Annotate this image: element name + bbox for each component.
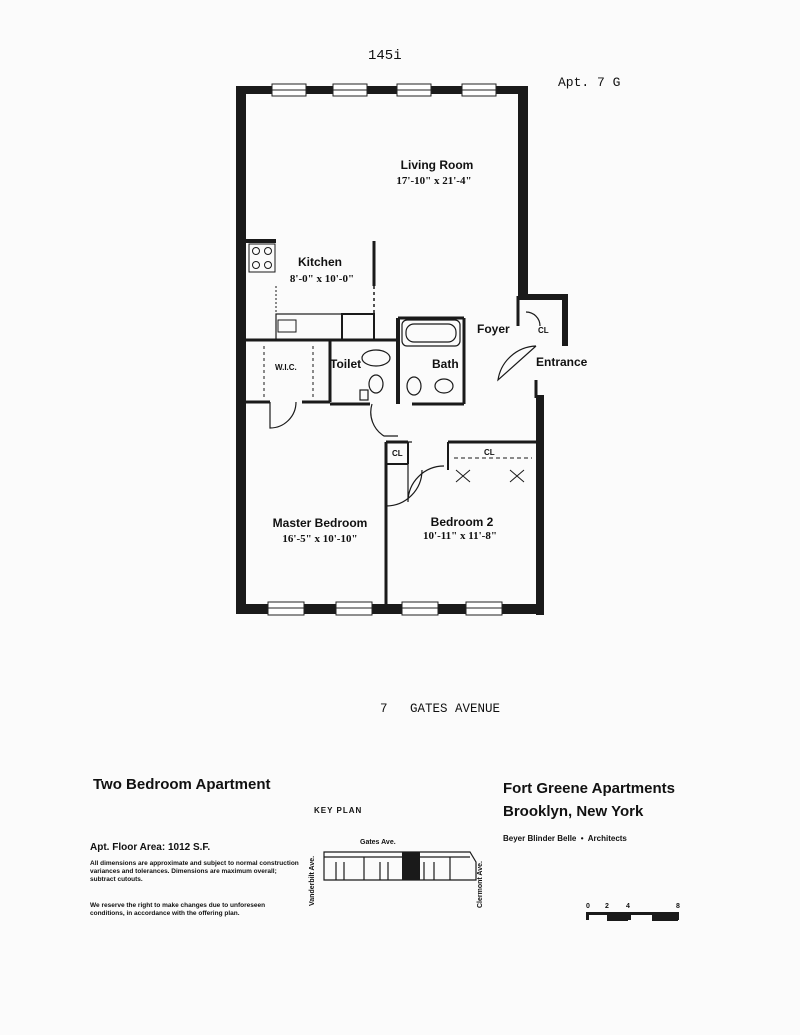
toilet-label: Toilet xyxy=(330,357,362,371)
foyer-closet-door xyxy=(526,312,540,326)
kitchen-dims: 8'-0" x 10'-0" xyxy=(289,273,355,285)
key-plan xyxy=(300,830,490,910)
kitchen-label: Kitchen xyxy=(297,255,343,269)
foyer-closet-top-wall xyxy=(518,294,568,300)
master-door xyxy=(386,470,422,506)
toilet-bowl xyxy=(369,375,383,393)
scale-bar-segments xyxy=(586,912,679,921)
foyer-label: Foyer xyxy=(477,322,510,336)
floor-area: Apt. Floor Area: 1012 S.F. xyxy=(90,842,211,853)
key-plan-street-top: Gates Ave. xyxy=(360,839,396,846)
wic-door xyxy=(270,402,296,428)
east-wall-lower xyxy=(536,395,544,615)
foyer-closet-side-wall xyxy=(562,294,568,346)
disclaimer-changes: We reserve the right to make changes due to unforeseen conditions, in accordance with the offering plan. xyxy=(90,902,266,917)
foyer-closet-label: CL xyxy=(538,326,549,335)
entrance-label: Entrance xyxy=(536,355,588,369)
scale-label-8: 8 xyxy=(676,903,680,910)
page-number: 145i xyxy=(368,48,402,64)
scale-bar xyxy=(580,896,690,932)
living-room-dims: 17'-10" x 21'-4" xyxy=(396,175,472,187)
master-bedroom-dims: 16'-5" x 10'-10" xyxy=(282,533,358,545)
west-wall xyxy=(236,86,246,614)
scale-label-0: 0 xyxy=(586,903,590,910)
bedroom2-closet-label: CL xyxy=(484,448,495,457)
key-plan-highlight xyxy=(402,852,420,880)
disclaimer-dimensions: All dimensions are approximate and subject to normal construction variances and tolerances. Dimensions are maximum overall; subtract cutouts. xyxy=(90,860,299,883)
east-wall-upper xyxy=(518,86,528,296)
closet-door-b xyxy=(510,470,524,482)
kitchen-range xyxy=(249,244,296,332)
bath-sink xyxy=(435,379,453,393)
address: 7 GATES AVENUE xyxy=(380,702,501,716)
project-location: Brooklyn, New York xyxy=(503,803,644,820)
closet-door-a xyxy=(456,470,470,482)
toilet-tank xyxy=(360,390,368,400)
key-plan-title: KEY PLAN xyxy=(314,806,363,815)
living-room-label: Living Room xyxy=(400,158,474,172)
apartment-type: Two Bedroom Apartment xyxy=(93,776,271,793)
bath-toilet xyxy=(407,377,421,395)
interior-walls xyxy=(246,241,536,606)
architects: Beyer Blinder Belle • Architects xyxy=(503,834,627,843)
scale-label-2: 2 xyxy=(605,903,609,910)
kitchen-sink xyxy=(278,320,296,332)
bedroom2-door xyxy=(408,464,444,502)
bedroom2-dims: 10'-11" x 11'-8" xyxy=(423,530,497,542)
bath-label: Bath xyxy=(432,357,459,371)
hall-door xyxy=(371,404,398,436)
master-bedroom-label: Master Bedroom xyxy=(272,516,368,530)
scale-label-4: 4 xyxy=(626,903,630,910)
entrance-door xyxy=(498,346,536,380)
wic-label: W.I.C. xyxy=(275,363,297,372)
sink xyxy=(362,350,390,366)
apartment-id: Apt. 7 G xyxy=(558,75,621,90)
project-name: Fort Greene Apartments xyxy=(503,780,675,797)
key-plan-street-right: Clermont Ave. xyxy=(477,861,484,908)
hall-closet-label: CL xyxy=(392,449,403,458)
key-plan-street-left: Vanderbilt Ave. xyxy=(309,855,316,906)
bedroom2-label: Bedroom 2 xyxy=(430,515,494,529)
key-plan-building xyxy=(324,852,476,880)
